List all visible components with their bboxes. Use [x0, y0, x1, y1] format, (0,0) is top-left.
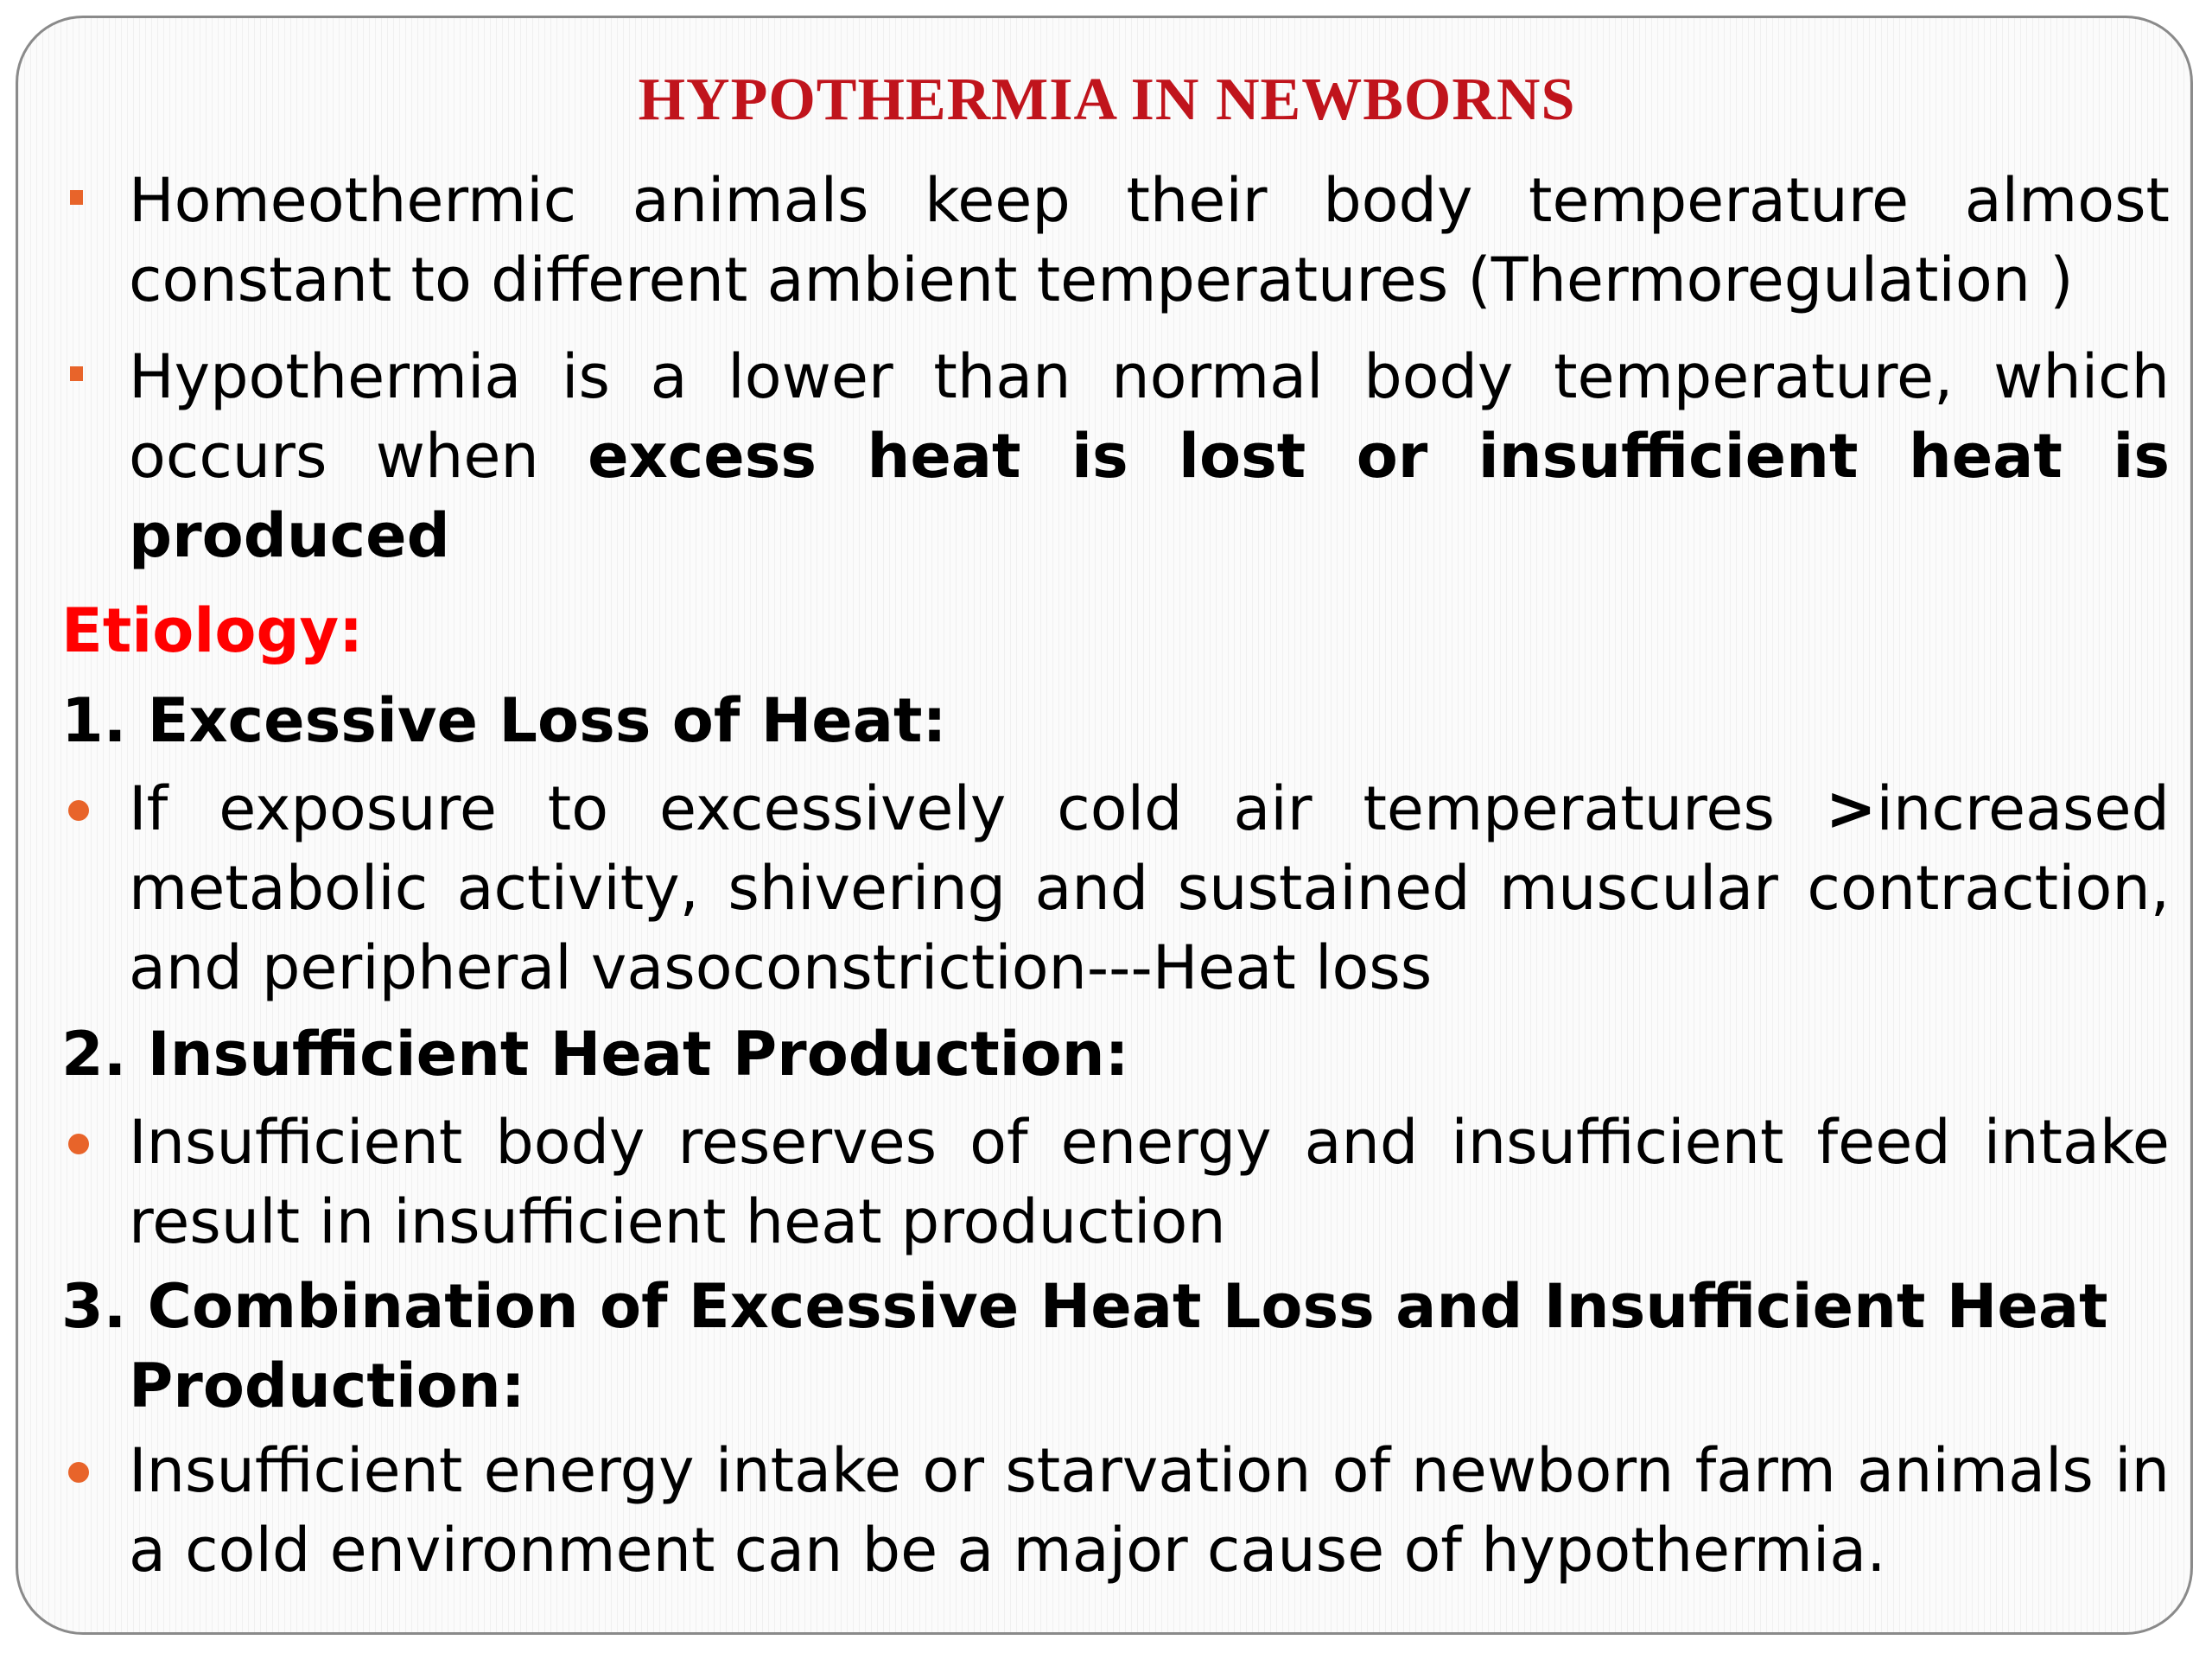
dot-bullet-icon	[65, 769, 99, 849]
item-text: Insufficient energy intake or starvation of newborn farm animals in a cold environment can be a major cause of hypothermia.	[129, 1435, 2170, 1586]
square-bullet-icon	[65, 161, 99, 240]
list-item-starvation	[61, 1431, 2170, 1590]
section-heading-combination	[61, 1267, 2170, 1426]
heading-line-2: Production:	[129, 1351, 525, 1421]
slide-content	[61, 161, 2170, 1590]
bullet-text: Homeothermic animals keep their body temperature almost constant to different ambient temperatures (Thermoregulation )	[129, 165, 2170, 315]
dot-bullet-icon	[65, 1103, 99, 1182]
square-bullet-icon	[65, 337, 99, 416]
item-text: Insufficient body reserves of energy and insufficient feed intake result in insufficient heat production	[129, 1107, 2170, 1257]
item-text-continued: increased metabolic activity, shivering and sustained muscular contraction, and peripheral vasoconstriction---Heat loss	[129, 773, 2170, 1003]
etiology-label: Etiology:	[61, 595, 364, 666]
list-item-cold-exposure	[61, 769, 2170, 1007]
bullet-thermoregulation	[61, 161, 2170, 320]
dot-bullet-icon	[65, 1431, 99, 1510]
slide-title: HYPOTHERMIA IN NEWBORNS	[638, 67, 1576, 133]
arrow-symbol: >	[1825, 773, 1877, 844]
bullet-text: Hypothermia is a lower than normal body temperature, which occurs when	[129, 341, 2170, 492]
bullet-bold-text: excess heat is lost or insufficient heat is produced	[129, 421, 2170, 571]
section-heading-insufficient-production: 2. Insufficient Heat Production:	[61, 1019, 1129, 1090]
list-item-body-reserves	[61, 1103, 2170, 1262]
slide-frame	[16, 16, 2193, 1635]
section-heading-excessive-loss: 1. Excessive Loss of Heat:	[61, 685, 947, 756]
heading-line-1: 3. Combination of Excessive Heat Loss and Insufficient Heat	[61, 1271, 2108, 1342]
bullet-hypothermia-definition	[61, 337, 2170, 575]
item-text: If exposure to excessively cold air temperatures	[129, 773, 1826, 844]
